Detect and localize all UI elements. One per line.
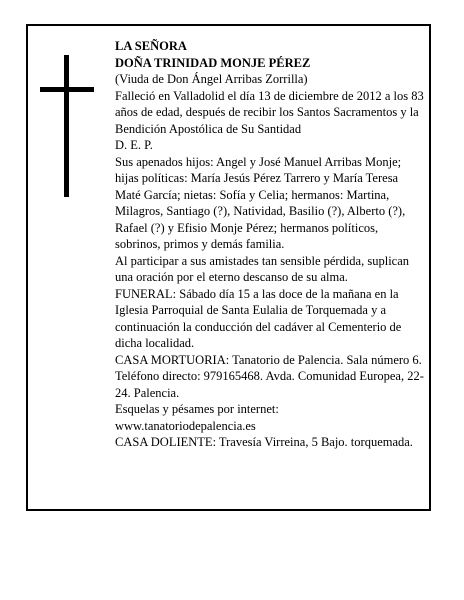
rip-line: D. E. P. [115,138,153,152]
prayer-request: Al participar a sus amistades tan sensible pérdida, suplican una oración por el eterno descanso de su alma. [115,253,410,284]
obituary-text [115,38,425,451]
cross-horizontal-bar [40,87,94,92]
mourning-house: CASA DOLIENTE: Travesía Virreina, 5 Bajo. torquemada. [115,435,413,449]
cross-vertical-bar [64,55,69,197]
funeral-home-details: CASA MORTUORIA: Tanatorio de Palencia. Sala número 6. Teléfono directo: 979165468. Avda. Comunidad Europea, 22-24. Palencia. [115,352,424,400]
deceased-name: DOÑA TRINIDAD MONJE PÉREZ [115,55,311,70]
condolences-label: Esquelas y pésames por internet: [115,402,279,416]
obituary-title: LA SEÑORA [115,39,187,53]
condolences-url: www.tanatoriodepalencia.es [115,418,256,433]
funeral-details: FUNERAL: Sábado día 15 a las doce de la mañana en la Iglesia Parroquial de Santa Eulalia de Torquemada y a continuación la conducción del cadáver al Cementerio de dicha localidad. [115,286,402,350]
widow-of-line: (Viuda de Don Ángel Arribas Zorrilla) [115,72,308,86]
death-notice: Falleció en Valladolid el día 13 de diciembre de 2012 a los 83 años de edad, después de recibir los Santos Sacramentos y la Bendición Apostólica de Su Santidad [115,88,424,136]
family-list: Sus apenados hijos: Angel y José Manuel Arribas Monje; hijas políticas: María Jesús Pérez Tarrero y María Teresa Maté García; nietas: Sofía y Celia; hermanos: Martina, Milagros, Santiago (?), Natividad, Basilio (?), Alberto (?), Rafael (?) y Efisio Monje Pérez; hermanos políticos, sobrinos, primos y demás familia. [115,154,406,251]
latin-cross-icon [40,55,94,197]
